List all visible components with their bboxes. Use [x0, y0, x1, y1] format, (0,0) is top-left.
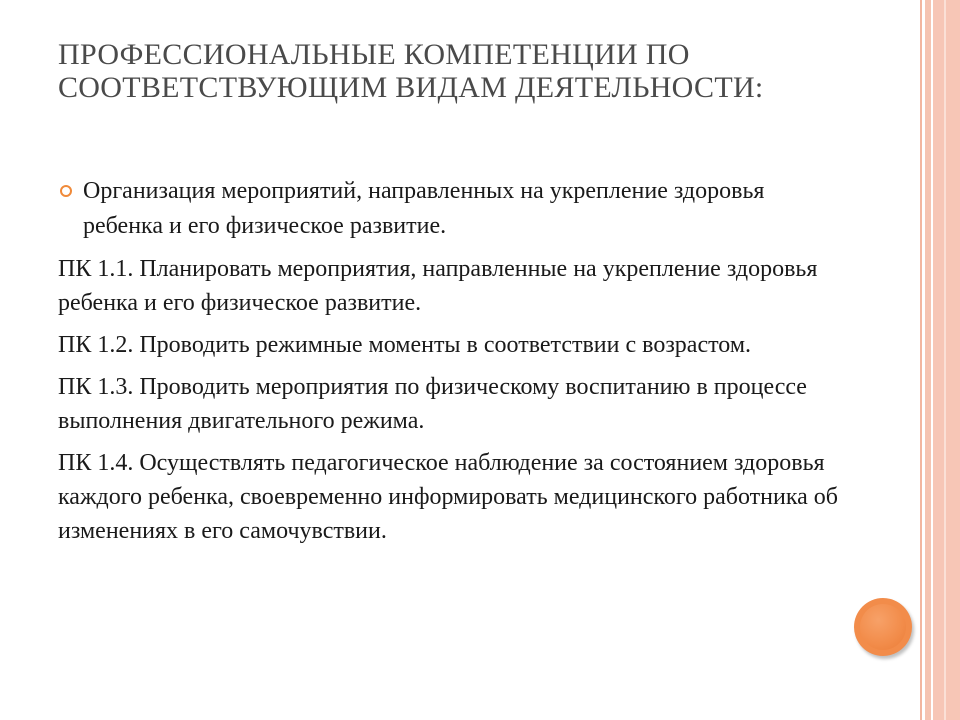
competency-pk-1-2: ПК 1.2. Проводить режимные моменты в соответствии с возрастом. [58, 332, 751, 358]
decorative-stripe [933, 0, 960, 720]
decorative-stripe [925, 0, 931, 720]
bullet-text: Организация мероприятий, направленных на укрепление здоровья ребенка и его физическое развитие. [83, 178, 765, 239]
ring-bullet-icon [60, 185, 72, 197]
decorative-stripe [920, 0, 922, 720]
slide-title: ПРОФЕССИОНАЛЬНЫЕ КОМПЕТЕНЦИИ ПО СООТВЕТСТВУЮЩИМ ВИДАМ ДЕЯТЕЛЬНОСТИ: [58, 38, 764, 104]
orange-circle-decoration [854, 598, 912, 656]
competency-pk-1-4: ПК 1.4. Осуществлять педагогическое наблюдение за состоянием здоровья каждого ребенка, своевременно информировать медицинского работника об изменениях в его самочувствии. [58, 450, 838, 544]
bullet-item [58, 174, 848, 244]
competency-pk-1-1: ПК 1.1. Планировать мероприятия, направленные на укрепление здоровья ребенка и его физическое развитие. [58, 256, 818, 316]
slide-body [58, 174, 848, 556]
competency-pk-1-3: ПК 1.3. Проводить мероприятия по физическому воспитанию в процессе выполнения двигательного режима. [58, 374, 807, 434]
decorative-stripe [944, 0, 946, 720]
